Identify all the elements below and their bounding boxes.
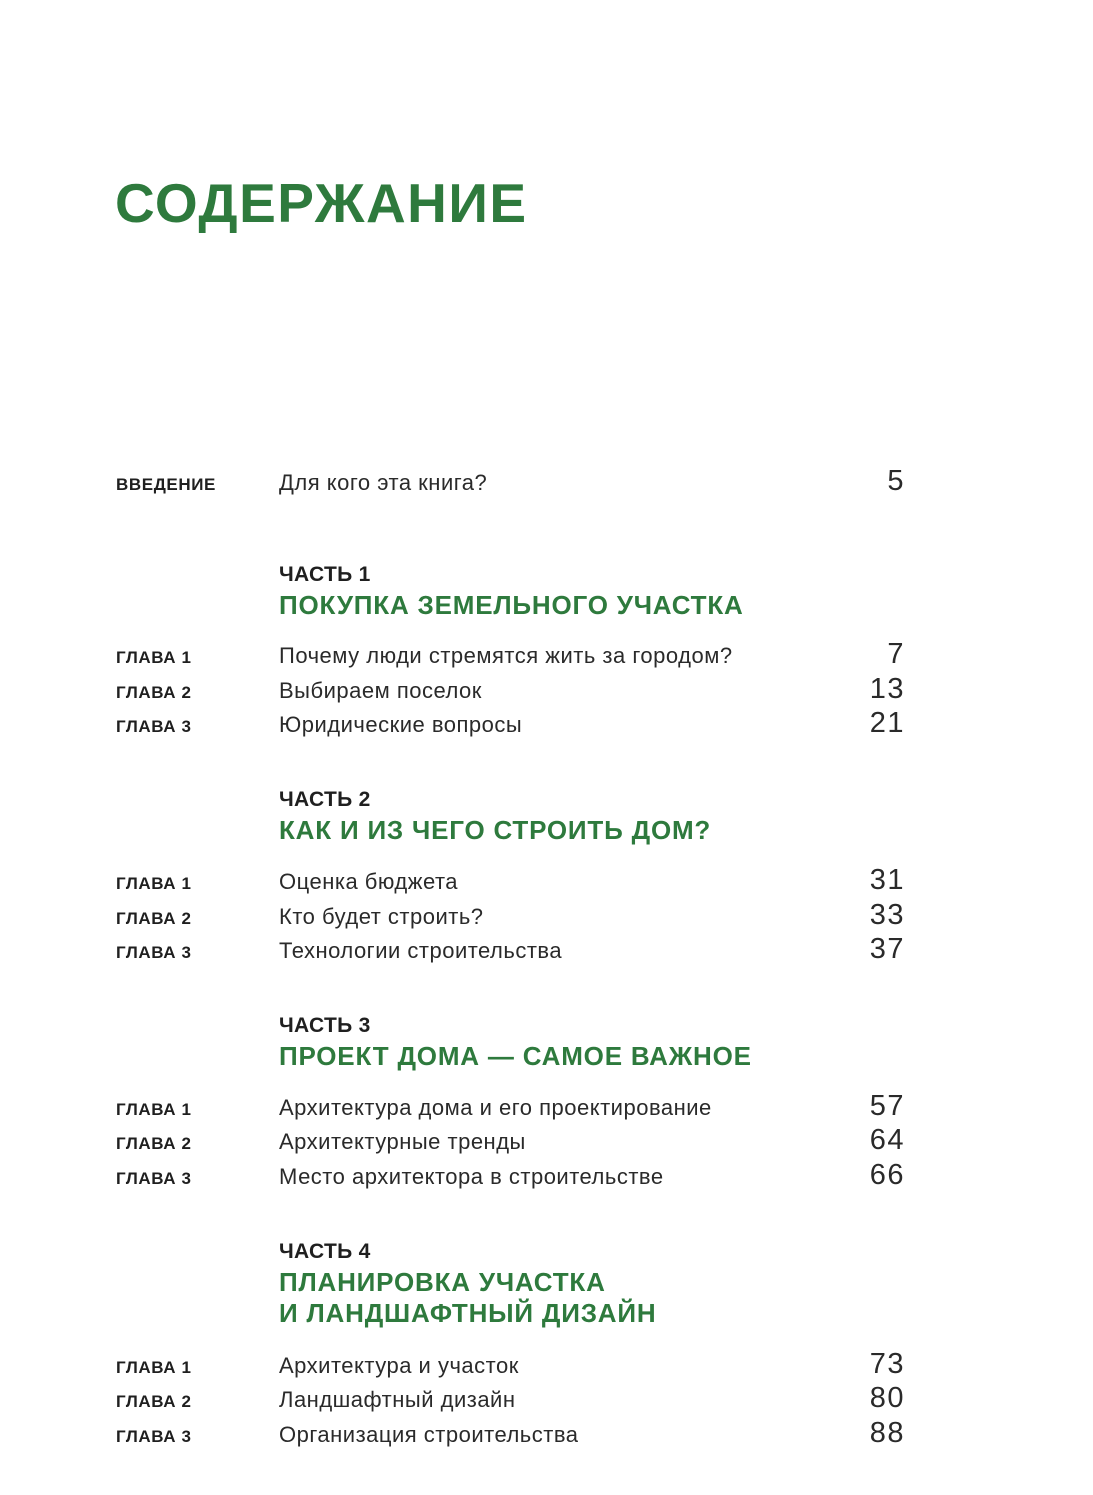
chapter-label: ГЛАВА 3: [116, 1169, 192, 1188]
chapter-page-number: 80: [869, 1382, 905, 1414]
part-title[interactable]: ПОКУПКА ЗЕМЕЛЬНОГО УЧАСТКА: [279, 590, 744, 620]
chapter-page-number: 66: [869, 1159, 905, 1191]
part-title-line-2[interactable]: И ЛАНДШАФТНЫЙ ДИЗАЙН: [279, 1298, 657, 1328]
chapter-title[interactable]: Технологии строительства: [279, 938, 563, 963]
part-label: ЧАСТЬ 1: [279, 563, 371, 586]
part-title-line-1[interactable]: ПЛАНИРОВКА УЧАСТКА: [279, 1267, 606, 1297]
chapter-label: ГЛАВА 1: [116, 1358, 192, 1377]
intro-label: ВВЕДЕНИЕ: [116, 475, 216, 494]
page-title: СОДЕРЖАНИЕ: [115, 172, 528, 234]
chapter-page-number: 31: [869, 864, 905, 896]
chapter-page-number: 21: [869, 707, 905, 739]
intro-page-number: 5: [887, 465, 905, 497]
chapter-label: ГЛАВА 1: [116, 1100, 192, 1119]
chapter-title[interactable]: Выбираем поселок: [279, 678, 482, 703]
part-label: ЧАСТЬ 4: [279, 1240, 371, 1263]
chapter-page-number: 33: [869, 899, 905, 931]
chapter-title[interactable]: Юридические вопросы: [279, 712, 523, 737]
chapter-title[interactable]: Ландшафтный дизайн: [279, 1387, 516, 1412]
chapter-label: ГЛАВА 2: [116, 1392, 192, 1411]
chapter-label: ГЛАВА 3: [116, 1427, 192, 1446]
chapter-label: ГЛАВА 2: [116, 683, 192, 702]
chapter-page-number: 64: [869, 1124, 905, 1156]
chapter-title[interactable]: Кто будет строить?: [279, 904, 484, 929]
chapter-page-number: 37: [869, 933, 905, 965]
chapter-label: ГЛАВА 2: [116, 1134, 192, 1153]
chapter-label: ГЛАВА 1: [116, 648, 192, 667]
chapter-label: ГЛАВА 2: [116, 909, 192, 928]
chapter-page-number: 13: [869, 673, 905, 705]
chapter-label: ГЛАВА 1: [116, 874, 192, 893]
chapter-title[interactable]: Архитектура и участок: [279, 1353, 519, 1378]
part-label: ЧАСТЬ 2: [279, 788, 371, 811]
part-title[interactable]: ПРОЕКТ ДОМА — САМОЕ ВАЖНОЕ: [279, 1041, 752, 1071]
part-label: ЧАСТЬ 3: [279, 1014, 371, 1037]
chapter-title[interactable]: Место архитектора в строительстве: [279, 1164, 664, 1189]
chapter-page-number: 73: [869, 1348, 905, 1380]
chapter-title[interactable]: Почему люди стремятся жить за городом?: [279, 643, 733, 668]
chapter-label: ГЛАВА 3: [116, 943, 192, 962]
chapter-page-number: 57: [869, 1090, 905, 1122]
chapter-title[interactable]: Архитектура дома и его проектирование: [279, 1095, 712, 1120]
chapter-page-number: 88: [869, 1417, 905, 1449]
chapter-page-number: 7: [887, 638, 905, 670]
intro-title[interactable]: Для кого эта книга?: [279, 470, 488, 495]
chapter-label: ГЛАВА 3: [116, 717, 192, 736]
chapter-title[interactable]: Архитектурные тренды: [279, 1129, 526, 1154]
part-title[interactable]: КАК И ИЗ ЧЕГО СТРОИТЬ ДОМ?: [279, 815, 712, 845]
chapter-title[interactable]: Оценка бюджета: [279, 869, 459, 894]
chapter-title[interactable]: Организация строительства: [279, 1422, 579, 1447]
